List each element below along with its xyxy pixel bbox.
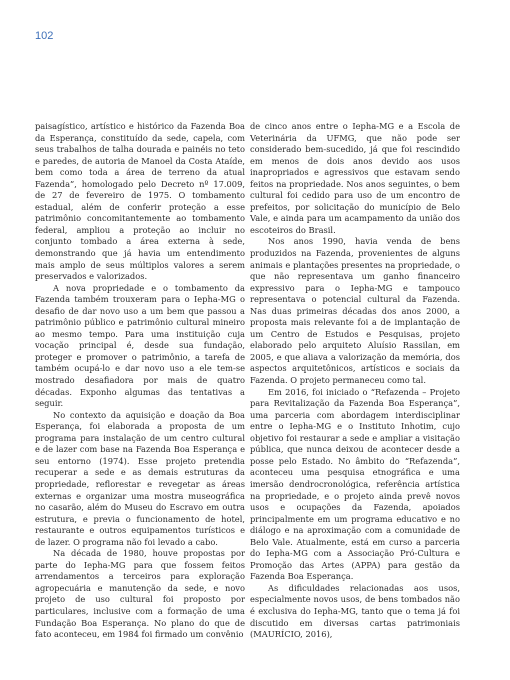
paragraph: No contexto da aquisição e doação da Boa Esperança, foi elaborada a proposta de um programa para instalação de um centro cultural e de lazer com base na Fazenda Boa Esperança e seu entorno (1974). Esse projeto pretendia recuperar a sede e as demais estruturas da propriedade, reflorestar e revegetar as áreas externas e organizar uma mostra museográfica no casarão, além do Museu do Escravo em outra estrutura, e previa o funcionamento de hotel, restaurante e outros equipamentos turísticos e de lazer. O programa não foi levado a cabo. — [35, 409, 245, 547]
paragraph: As dificuldades relacionadas aos usos, especialmente novos usos, de bens tombados não é exclusiva do Iepha-MG, tanto que o tema já foi discutido em diversas cartas patrimoniais (MAURÍCIO, 2016), — [250, 582, 460, 640]
left-text-column — [35, 121, 245, 641]
paragraph: Na década de 1980, houve propostas por parte do Iepha-MG para que fossem feitos arrendamentos a terceiros para exploração agropecuária e manutenção da sede, e novo projeto de uso cultural foi proposto por particulares, inclusive com a formação de uma Fundação Boa Esperança. No plano do que de fato aconteceu, em 1984 foi firmado um convênio — [35, 548, 245, 640]
paragraph: paisagístico, artístico e histórico da Fazenda Boa da Esperança, constituído da sede, capela, com seus trabalhos de talha dourada e painéis no teto e paredes, de autoria de Manoel da Costa Ataíde, bem como toda a área de terreno da atual Fazenda”, homologado pelo Decreto nº 17.009, de 27 de fevereiro de 1975. O tombamento estadual, além de conferir proteção a esse patrimônio concomitantemente ao tombamento federal, ampliou a proteção ao incluir no conjunto tombado a área externa à sede, demonstrando que já havia um entendimento mais amplo de seus múltiplos valores a serem preservados e valorizados. — [35, 121, 245, 282]
paragraph: A nova propriedade e o tombamento da Fazenda também trouxeram para o Iepha-MG o desafio de dar novo uso a um bem que passou a patrimônio público e patrimônio cultural mineiro ao mesmo tempo. Para uma instituição cuja vocação principal é, desde sua fundação, proteger e promover o patrimônio, a tarefa de também ocupá-lo e dar novo uso a ele tem-se mostrado desafiadora por mais de quatro décadas. Exponho algumas das tentativas a seguir. — [35, 282, 245, 409]
page-number: 102 — [35, 30, 54, 42]
paragraph: Nos anos 1990, havia venda de bens produzidos na Fazenda, provenientes de alguns animais e plantações presentes na propriedade, o que não representava um ganho financeiro expressivo para o Iepha-MG e tampouco representava o potencial cultural da Fazenda. Nas duas primeiras décadas dos anos 2000, a proposta mais relevante foi a de implantação de um Centro de Estudos e Pesquisas, projeto elaborado pelo arquiteto Aluísio Rassilan, em 2005, e que aliava a valorização da memória, dos aspectos arquitetônicos, artísticos e sociais da Fazenda. O projeto permaneceu como tal. — [250, 236, 460, 386]
right-text-column — [250, 121, 460, 641]
paragraph: Em 2016, foi iniciado o “Refazenda – Projeto para Revitalização da Fazenda Boa Esperança”, uma parceria com abordagem interdisciplinar entre o Iepha-MG e o Instituto Inhotim, cujo objetivo foi restaurar a sede e ampliar a visitação pública, que nunca deixou de acontecer desde a posse pelo Estado. No âmbito do “Refazenda”, aconteceu uma pesquisa etnográfica e uma imersão dendrocronológica, referência artística na propriedade, e o projeto ainda prevê novos usos e ocupações da Fazenda, apoiados principalmente em um programa educativo e no diálogo e na aproximação com a comunidade de Belo Vale. Atualmente, está em curso a parceria do Iepha-MG com a Associação Pró-Cultura e Promoção das Artes (APPA) para gestão da Fazenda Boa Esperança. — [250, 386, 460, 582]
paragraph: de cinco anos entre o Iepha-MG e a Escola de Veterinária da UFMG, que não pode ser considerado bem-sucedido, já que foi rescindido em menos de dois anos devido aos usos inapropriados e agressivos que estavam sendo feitos na propriedade. Nos anos seguintes, o bem cultural foi cedido para uso de um encontro de prefeitos, por solicitação do município de Belo Vale, e ainda para um acampamento da união dos escoteiros do Brasil. — [250, 121, 460, 235]
